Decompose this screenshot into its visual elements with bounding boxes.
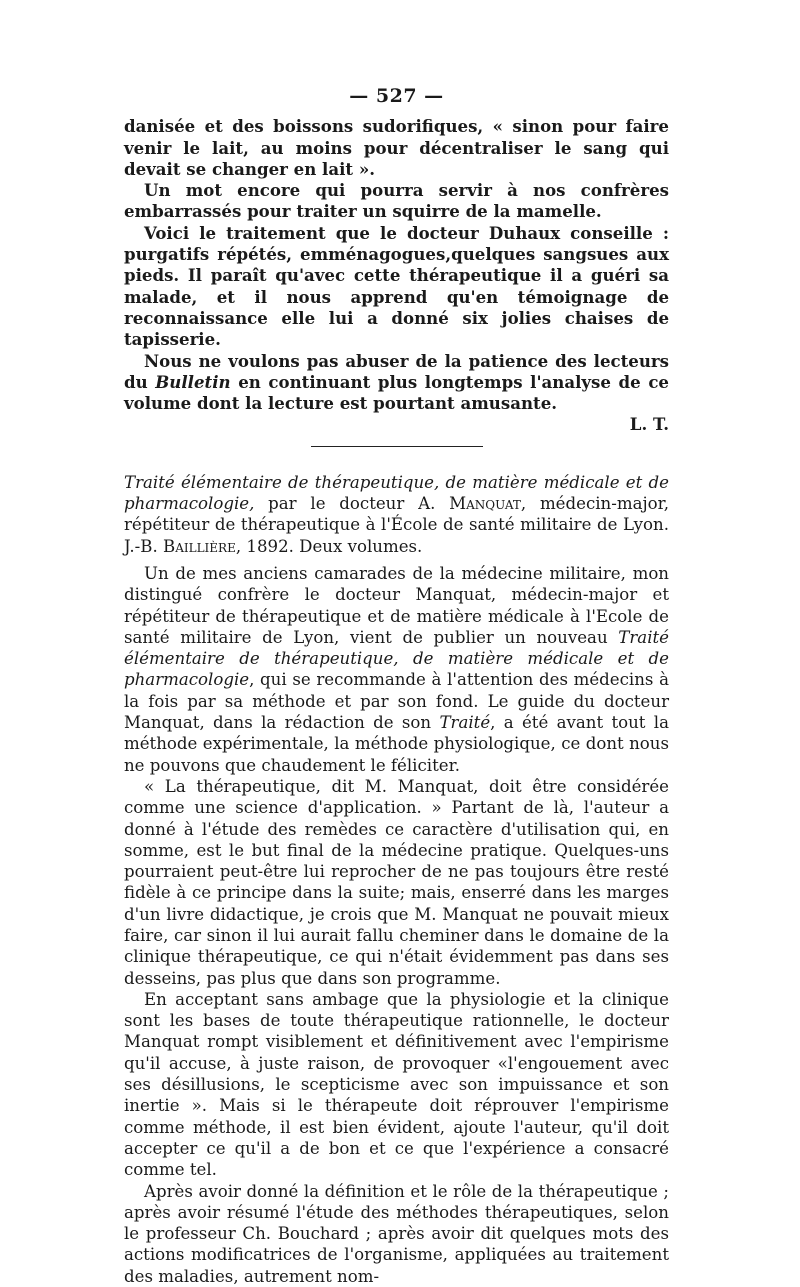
paragraph: danisée et des boissons sudorifiques, « sinon pour faire venir le lait, au moins pour décentraliser le sang qui devait se changer en lait ».: [124, 116, 669, 179]
paragraph: Voici le traitement que le docteur Duhaux conseille : purgatifs répétés, emménagogues,quelques sangsues aux pieds. Il paraît qu'avec cette thérapeutique il a guéri sa malade, et il nous apprend qu'en témoignage de reconnaissance elle lui a donné six jolies chaises de tapisserie.: [124, 222, 669, 350]
signature: L. T.: [629, 414, 669, 435]
book-heading: [124, 472, 669, 557]
page-content: [124, 86, 669, 1287]
text-run: , médecin-major, répétiteur de thérapeutique à l'École de santé militaire de Lyon. J.-B.: [124, 494, 669, 556]
publisher-name: Baillière: [163, 536, 236, 556]
text-run: Nous ne voulons pas abuser de la patience des lecteurs du: [124, 350, 669, 392]
text-run: , a été avant tout la méthode expérimentale, la méthode physiologique, ce dont nous ne pouvons que chaudement le féliciter.: [124, 713, 669, 775]
previous-review-ending: [124, 116, 669, 435]
italic-text: Traité élémentaire de thérapeutique, de matière médicale et de pharmacologie: [124, 627, 669, 690]
section-divider: [311, 446, 483, 447]
text-run: , 1892. Deux volumes.: [235, 536, 423, 556]
paragraph: [124, 351, 669, 415]
author-name: Manquat: [449, 494, 521, 514]
paragraph: En acceptant sans ambage que la physiologie et la clinique sont les bases de toute thérapeutique rationnelle, le docteur Manquat rompt visiblement et définitivement avec l'empirisme qu'il accuse, à juste raison, de provoquer «l'engouement avec ses désillusions, le scepticisme avec son impuissance et son inertie ». Mais si le thérapeute doit réprouver l'empirisme comme méthode, il est bien évident, ajoute l'auteur, qu'il doit accepter ce qu'il a de bon et ce que l'expérience a consacré comme tel.: [124, 989, 669, 1180]
text-run: Un de mes anciens camarades de la médecine militaire, mon distingué confrère le docteur Manquat, médecin-major et répétiteur de thérapeutique et de matière médicale à l'Ecole de santé militaire de Lyon, vient de publier un nouveau: [124, 563, 669, 647]
page-number: — 527 —: [349, 85, 444, 107]
paragraph: [124, 563, 669, 776]
signoff-row: [124, 414, 669, 435]
text-run: , qui se recommande à l'attention des médecins à la fois par sa méthode et par son fond. Le guide du docteur Manquat, dans la rédaction de son: [124, 670, 669, 733]
italic-text: Traité: [439, 713, 491, 733]
paragraph: Un mot encore qui pourra servir à nos confrères embarrassés pour traiter un squirre de la mamelle.: [124, 180, 669, 222]
review-body: [124, 563, 669, 1287]
text-run: en continuant plus longtemps l'analyse de ce volume dont la lecture est pourtant amusante.: [124, 371, 669, 414]
paragraph: « La thérapeutique, dit M. Manquat, doit être considérée comme une science d'application. » Partant de là, l'auteur a donné à l'étude des remèdes ce caractère d'utilisation qui, en somme, est le but final de la médecine pratique. Quelques-uns pourraient peut-être lui reprocher de ne pas toujours être resté fidèle à ce principe dans la suite; mais, enserré dans les marges d'un livre didactique, je crois que M. Manquat ne pouvait mieux faire, car sinon il lui aurait fallu cheminer dans le domaine de la clinique thérapeutique, ce qui n'était évidemment pas dans ses desseins, pas plus que dans son programme.: [124, 776, 669, 988]
book-title: Traité élémentaire de thérapeutique, de matière médicale et de pharmacologie,: [124, 472, 669, 514]
paragraph: Après avoir donné la définition et le rôle de la thérapeutique ; après avoir résumé l'étude des méthodes thérapeutiques, selon le professeur Ch. Bouchard ; après avoir dit quelques mots des actions modificatrices de l'organisme, appliquées au traitement des maladies, autrement nom-: [124, 1181, 669, 1286]
text-run: par le docteur A.: [254, 494, 450, 514]
italic-text: Bulletin: [155, 371, 231, 392]
